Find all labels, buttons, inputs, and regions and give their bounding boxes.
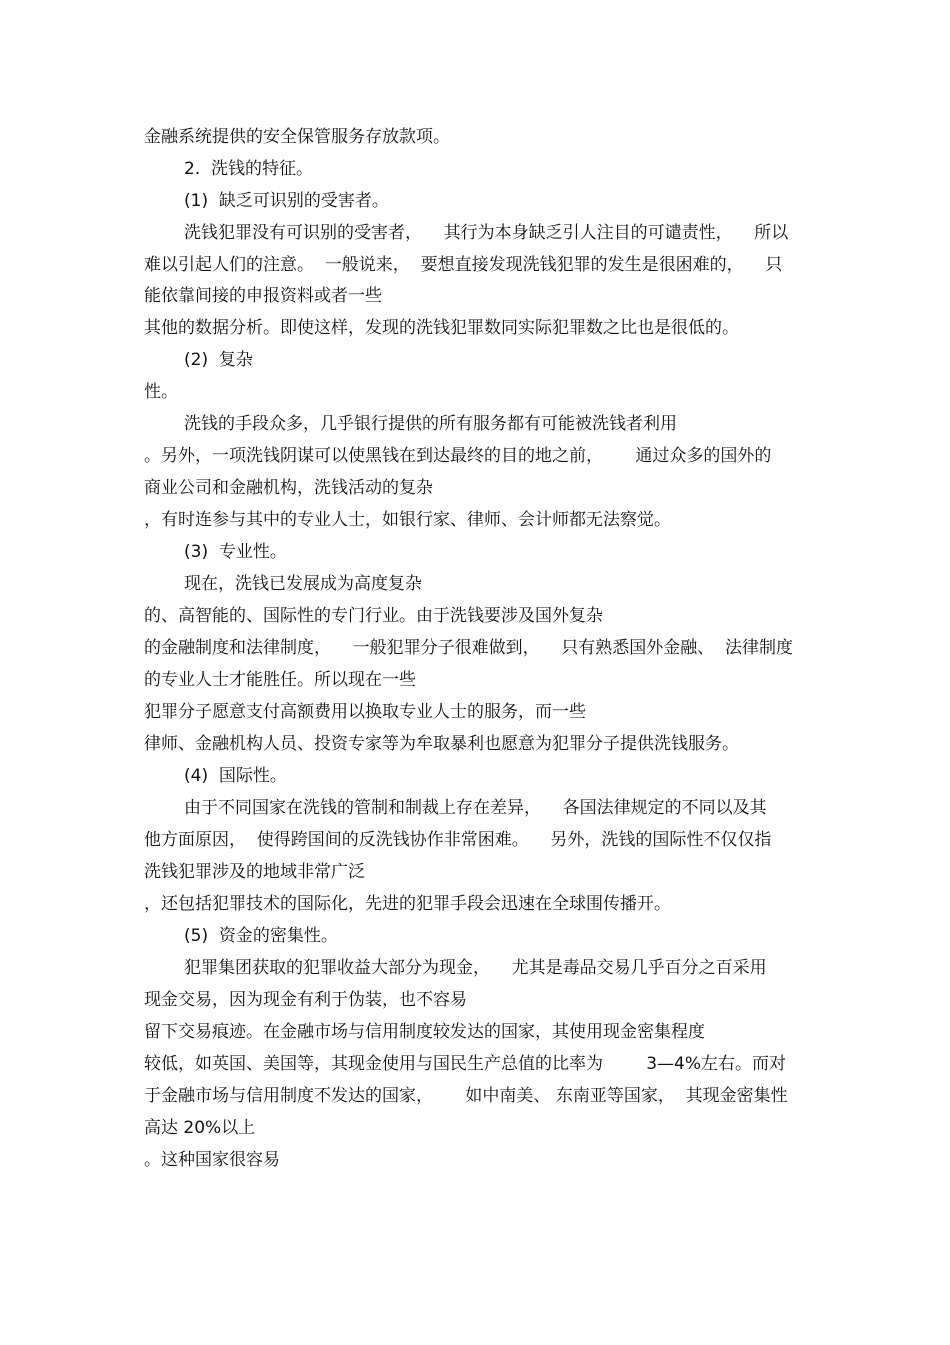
- text-line: 洗钱犯罪涉及的地域非常广泛: [144, 862, 365, 882]
- text-line: 商业公司和金融机构，洗钱活动的复杂: [144, 478, 433, 498]
- subsection-heading: (4) 国际性。: [184, 766, 287, 786]
- text-line: 犯罪分子愿意支付高额费用以换取专业人士的服务，而一些: [144, 702, 586, 722]
- text-line: 。这种国家很容易: [144, 1150, 280, 1170]
- subsection-heading: (5) 资金的密集性。: [184, 926, 338, 946]
- text-line: 洗钱的手段众多，几乎银行提供的所有服务都有可能被洗钱者利用: [184, 414, 677, 434]
- text-line: 现在，洗钱已发展成为高度复杂: [184, 574, 422, 594]
- text-line: 于金融市场与信用制度不发达的国家， 如中南美、 东南亚等国家， 其现金密集性: [144, 1086, 788, 1106]
- section-heading: 2. 洗钱的特征。: [184, 159, 314, 179]
- text-line: ，还包括犯罪技术的国际化，先进的犯罪手段会迅速在全球围传播开。: [144, 894, 671, 914]
- text-line: 律师、金融机构人员、投资专家等为牟取暴利也愿意为犯罪分子提供洗钱服务。: [144, 734, 739, 754]
- text-line: 较低，如英国、美国等，其现金使用与国民生产总值的比率为 3—4%左右。而对: [144, 1054, 787, 1074]
- text-line: 难以引起人们的注意。 一般说来， 要想直接发现洗钱犯罪的发生是很困难的， 只: [144, 255, 783, 275]
- text-line: 能依靠间接的申报资料或者一些: [144, 286, 382, 306]
- text-line: 他方面原因， 使得跨国间的反洗钱协作非常困难。 另外，洗钱的国际性不仅仅指: [144, 830, 772, 850]
- text-line: 由于不同国家在洗钱的管制和制裁上存在差异， 各国法律规定的不同以及其: [184, 798, 767, 818]
- subsection-heading: (3) 专业性。: [184, 542, 287, 562]
- text-line: ，有时连参与其中的专业人士，如银行家、律师、会计师都无法察觉。: [144, 510, 671, 530]
- text-line: 的金融制度和法律制度， 一般犯罪分子很难做到， 只有熟悉国外金融、 法律制度: [144, 638, 794, 658]
- text-line: 犯罪集团获取的犯罪收益大部分为现金， 尤其是毒品交易几乎百分之百采用: [184, 958, 767, 978]
- text-line: 。另外，一项洗钱阴谋可以使黑钱在到达最终的目的地之前， 通过众多的国外的: [144, 446, 772, 466]
- subsection-heading: (2) 复杂: [184, 350, 253, 370]
- subsection-heading: (1) 缺乏可识别的受害者。: [184, 191, 389, 211]
- text-line: 留下交易痕迹。在金融市场与信用制度较发达的国家，其使用现金密集程度: [144, 1022, 705, 1042]
- text-line: 洗钱犯罪没有可识别的受害者， 其行为本身缺乏引人注目的可谴责性， 所以: [184, 223, 789, 243]
- text-line: 的、高智能的、国际性的专门行业。由于洗钱要涉及国外复杂: [144, 606, 603, 626]
- text-line: 现金交易，因为现金有利于伪装，也不容易: [144, 990, 467, 1010]
- text-line: 金融系统提供的安全保管服务存放款项。: [144, 127, 450, 147]
- text-line: 其他的数据分析。即使这样，发现的洗钱犯罪数同实际犯罪数之比也是很低的。: [144, 318, 739, 338]
- text-line: 高达 20%以上: [144, 1118, 256, 1138]
- text-line: 的专业人士才能胜任。所以现在一些: [144, 670, 416, 690]
- text-line: 性。: [144, 382, 178, 402]
